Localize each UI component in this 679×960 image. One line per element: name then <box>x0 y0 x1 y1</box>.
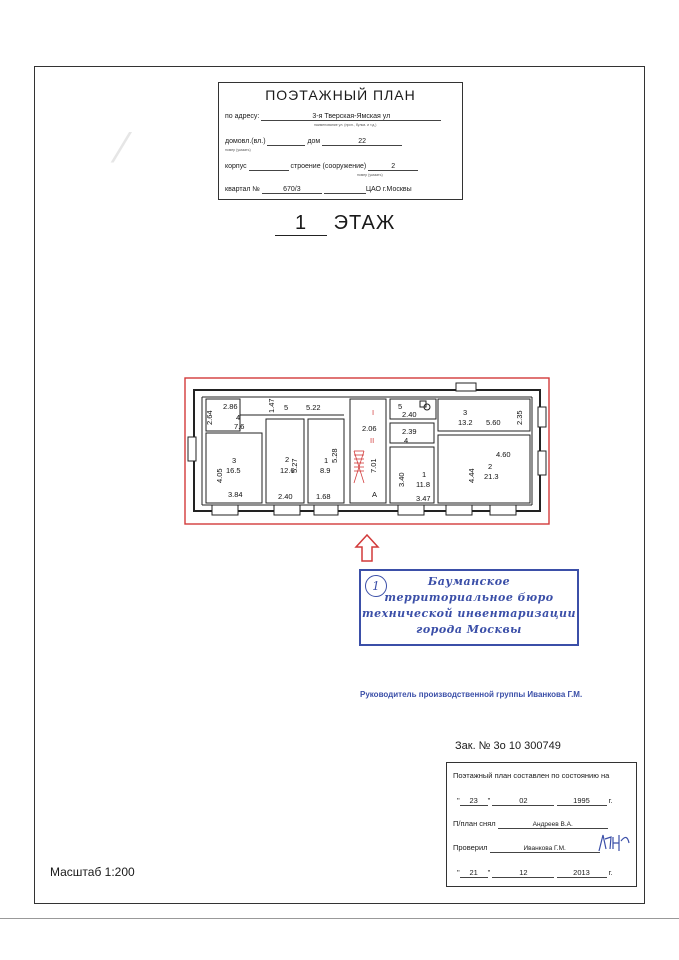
kvartal-label: квартал № <box>225 186 260 193</box>
plan-label: 5.22 <box>306 403 321 412</box>
checked-label: Проверил <box>453 843 488 852</box>
kvartal-value: 670/3 <box>262 186 322 194</box>
plan-label: 3.40 <box>397 472 406 487</box>
plan-label: 4.05 <box>215 468 224 483</box>
plan-label: II <box>370 436 375 445</box>
floor-heading <box>275 212 395 236</box>
stamp-number: 1 <box>365 575 387 597</box>
plan-label: 5 <box>398 402 403 411</box>
stair-symbol <box>354 451 364 483</box>
dom-value: 22 <box>322 138 402 146</box>
plan-label: 2.40 <box>278 492 293 501</box>
checked-row <box>453 843 600 853</box>
taken-by: Андреев В.А. <box>498 821 608 829</box>
plan-label: A <box>372 490 378 499</box>
plan-label: 5 <box>284 403 289 412</box>
plan-label: 2.64 <box>205 410 214 425</box>
stroenie-row <box>225 163 418 171</box>
plan-label: 3.47 <box>416 494 431 503</box>
order-number: Зак. № 3о 10 300749 <box>455 740 561 752</box>
stamp-line-2: территориальное бюро <box>384 591 554 604</box>
date-2-year: 2013 <box>557 868 607 878</box>
outer-wall <box>194 390 540 511</box>
stamp-line-4: города Москвы <box>416 623 522 636</box>
plan-label: 2.40 <box>402 410 417 419</box>
bottom-rule <box>0 918 679 919</box>
stroenie-value: 2 <box>368 163 418 171</box>
stamp-line-3: технической инвентаризации <box>361 607 577 620</box>
date-1-day: 23 <box>460 796 488 806</box>
address-caption: наименование ул. (прсп., бульв. и т.д.) <box>314 123 377 127</box>
korpus-label: корпус <box>225 163 247 170</box>
plan-label: 1.47 <box>267 398 276 413</box>
plan-label: 12.6 <box>280 466 295 475</box>
plan-label: 5.28 <box>330 448 339 463</box>
district: ЦАО г.Москвы <box>365 186 412 193</box>
scale-label: Масштаб 1:200 <box>50 865 135 879</box>
state-text: Поэтажный план составлен по состоянию на <box>453 771 610 780</box>
year-suffix-2: г. <box>608 868 613 877</box>
floor-plan <box>184 377 550 527</box>
address-row <box>225 113 441 121</box>
plan-label: 2.35 <box>515 410 524 425</box>
house-row <box>225 138 402 146</box>
plan-title: ПОЭТАЖНЫЙ ПЛАН <box>265 87 416 103</box>
info-box <box>446 762 637 887</box>
plan-label: 5.27 <box>290 458 299 473</box>
floor-number: 1 <box>275 212 327 236</box>
plan-label: 2.06 <box>362 424 377 433</box>
date-1-year: 1995 <box>557 796 607 806</box>
plan-label: 1 <box>324 456 329 465</box>
address-label: по адресу: <box>225 113 260 120</box>
title-block <box>218 82 463 200</box>
date-1: " 23 " 02 1995 г. <box>457 796 613 805</box>
room-2-right <box>438 435 530 503</box>
entrance-arrow-icon <box>354 534 380 562</box>
room-labels <box>205 398 524 503</box>
checked-by: Иванкова Г.М. <box>490 845 600 853</box>
faint-pencil-marks: ⁄ <box>118 126 125 172</box>
floor-label: ЭТАЖ <box>333 212 396 234</box>
plan-label: 2.86 <box>223 402 238 411</box>
date-2-month: 12 <box>492 868 554 878</box>
taken-row <box>453 819 608 829</box>
house-caption: номер (указать) <box>225 148 251 152</box>
date-2: " 21 " 12 2013 г. <box>457 868 613 877</box>
dom-label: дом <box>307 138 321 145</box>
plan-label: 4.60 <box>496 450 511 459</box>
plan-label: 1 <box>422 470 427 479</box>
year-suffix: г. <box>608 796 613 805</box>
stroenie-caption: номер (указать) <box>357 173 383 177</box>
plan-label: 4.44 <box>467 468 476 483</box>
plan-label: 2.39 <box>402 427 417 436</box>
plan-label: 11.8 <box>416 480 431 489</box>
plan-label: 21.3 <box>484 472 499 481</box>
head-of-group-stamp: Руководитель производственной группы Иванкова Г.М. <box>360 690 583 699</box>
plan-label: 8.9 <box>320 466 331 475</box>
stroenie-label: строение (сооружение) <box>290 163 367 170</box>
signature <box>597 831 631 855</box>
plan-label: 7.01 <box>369 458 378 473</box>
house-label: домовл.(вл.) <box>225 138 266 145</box>
plan-label: I <box>372 408 375 417</box>
taken-label: П/план снял <box>453 819 496 828</box>
plan-label: 3.84 <box>228 490 243 499</box>
kvartal-row <box>225 186 412 194</box>
plan-label: 5.60 <box>486 418 501 427</box>
plan-label: 7.6 <box>234 422 245 431</box>
plan-label: 3 <box>232 456 237 465</box>
date-1-month: 02 <box>492 796 554 806</box>
plan-label: 16.5 <box>226 466 241 475</box>
plan-label: 4 <box>404 436 409 445</box>
address-value: 3-я Тверская-Ямская ул <box>261 113 441 121</box>
plan-label: 1.68 <box>316 492 331 501</box>
plan-label: 13.2 <box>458 418 473 427</box>
stamp-line-1: Бауманское <box>427 575 511 588</box>
plan-label: 2 <box>285 455 290 464</box>
plan-label: 2 <box>488 462 493 471</box>
bti-stamp <box>359 569 579 646</box>
plan-label: 3 <box>463 408 468 417</box>
date-2-day: 21 <box>460 868 488 878</box>
plan-label: 4 <box>236 413 241 422</box>
